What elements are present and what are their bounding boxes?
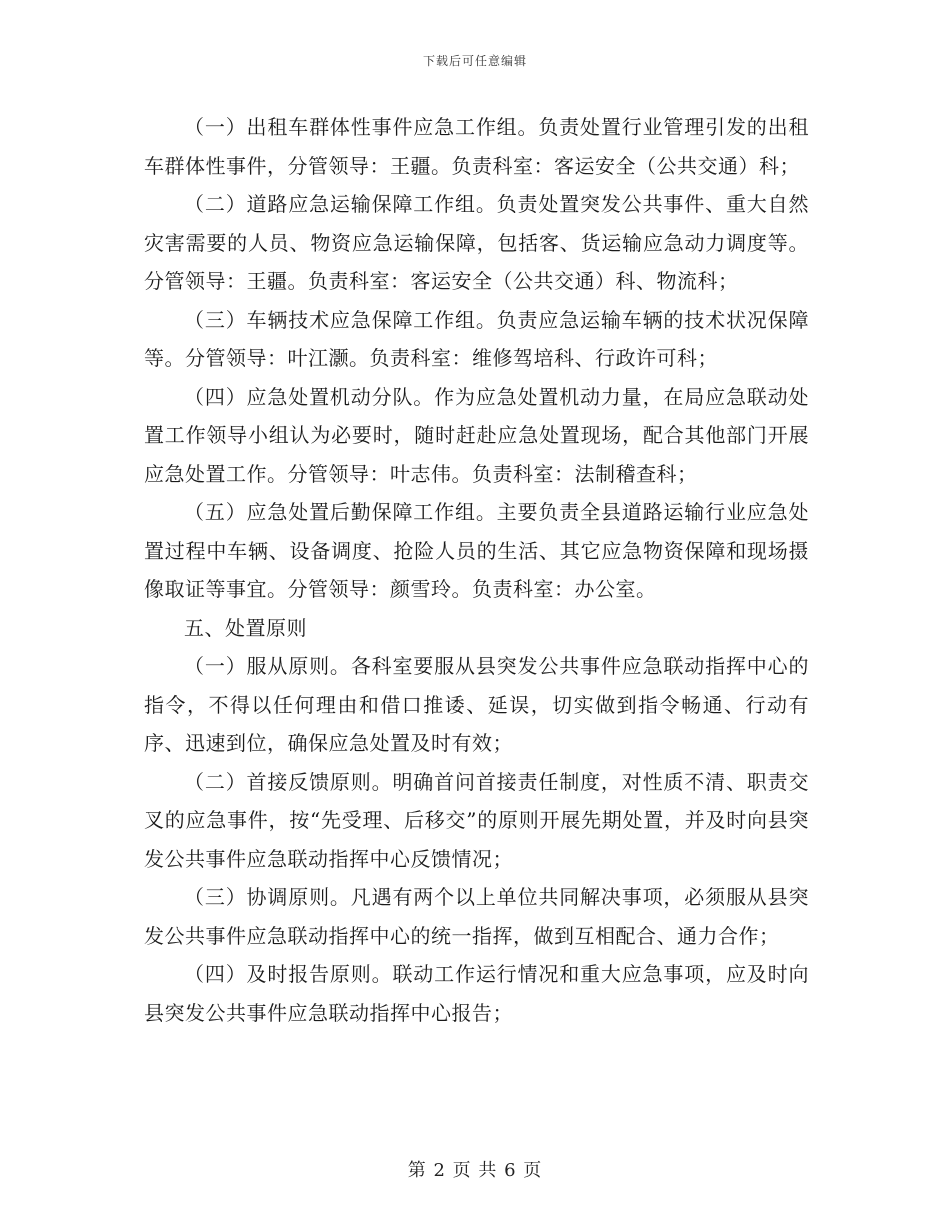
paragraph-principle-2: （二）首接反馈原则。明确首问首接责任制度，对性质不清、职责交叉的应急事件，按“先受理、后移交”的原则开展先期处置，并及时向县突发公共事件应急联动指挥中心反馈情况； bbox=[144, 769, 809, 871]
page-number-footer: 第 2 页 共 6 页 bbox=[407, 1160, 543, 1181]
paragraph-principle-4: （四）及时报告原则。联动工作运行情况和重大应急事项，应及时向县突发公共事件应急联动指挥中心报告； bbox=[144, 962, 809, 1025]
page-header: 下载后可任意编辑 bbox=[422, 54, 527, 68]
paragraph-group-2: （二）道路应急运输保障工作组。负责处置突发公共事件、重大自然灾害需要的人员、物资应急运输保障，包括客、货运输应急动力调度等。分管领导：王疆。负责科室：客运安全（公共交通）科、物流科； bbox=[144, 192, 809, 293]
paragraph-group-5: （五）应急处置后勤保障工作组。主要负责全县道路运输行业应急处置过程中车辆、设备调度、抢险人员的生活、其它应急物资保障和现场摄像取证等事宜。分管领导：颜雪玲。负责科室：办公室。 bbox=[144, 500, 809, 601]
section-heading-principles: 五、处置原则 bbox=[184, 615, 307, 640]
paragraph-group-1: （一）出租车群体性事件应急工作组。负责处置行业管理引发的出租车群体性事件，分管领导：王疆。负责科室：客运安全（公共交通）科； bbox=[144, 115, 809, 178]
paragraph-group-3: （三）车辆技术应急保障工作组。负责应急运输车辆的技术状况保障等。分管领导：叶江灏。负责科室：维修驾培科、行政许可科； bbox=[144, 307, 809, 370]
paragraph-principle-1: （一）服从原则。各科室要服从县突发公共事件应急联动指挥中心的指令，不得以任何理由和借口推诿、延误，切实做到指令畅通、行动有序、迅速到位，确保应急处置及时有效； bbox=[144, 654, 809, 755]
paragraph-principle-3: （三）协调原则。凡遇有两个以上单位共同解决事项，必须服从县突发公共事件应急联动指挥中心的统一指挥，做到互相配合、通力合作； bbox=[144, 885, 809, 948]
document-body bbox=[144, 108, 809, 1032]
paragraph-group-4: （四）应急处置机动分队。作为应急处置机动力量，在局应急联动处置工作领导小组认为必要时，随时赶赴应急处置现场，配合其他部门开展应急处置工作。分管领导：叶志伟。负责科室：法制稽查科； bbox=[144, 384, 809, 486]
